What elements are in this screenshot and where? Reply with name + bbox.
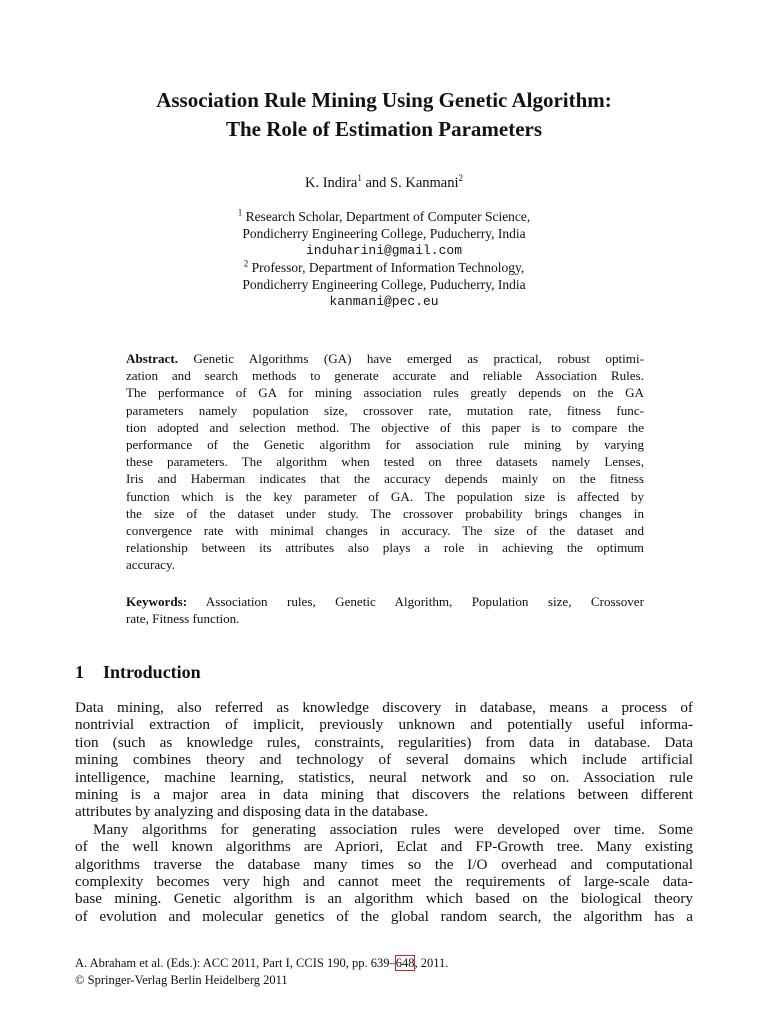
body-line: of the well known algorithms are Apriori, Eclat and FP-Growth tree. Many existing: [75, 838, 693, 856]
body-line: intelligence, machine learning, statistics, neural network and so on. Association rule: [75, 768, 693, 786]
author-1: K. Indira: [305, 175, 358, 191]
affiliation-line: [0, 259, 768, 276]
citation-year: , 2011.: [414, 956, 449, 970]
body-line: of evolution and molecular genetics of the global random search, the algorithm has a: [75, 907, 693, 925]
abstract-text: Genetic Algorithms (GA) have emerged as practical, robust optimi-: [193, 351, 644, 366]
body-line: mining is a major area in data mining that discovers the relations between different: [75, 786, 693, 804]
abstract-label: Abstract.: [126, 351, 178, 366]
author-1-sup: 1: [357, 173, 362, 184]
keywords-text: Association rules, Genetic Algorithm, Population size, Crossover: [205, 594, 644, 609]
section-title: Introduction: [103, 662, 201, 682]
page-link[interactable]: 648: [395, 956, 415, 970]
affiliation-text: Professor, Department of Information Technology,: [251, 260, 525, 275]
abstract-line: [126, 539, 644, 556]
abstract-line: [126, 522, 644, 539]
abstract-line: [126, 488, 644, 505]
abstract-text: zation and search methods to generate accurate and reliable Association Rules.: [126, 368, 644, 384]
abstract-text: parameters namely population size, crossover rate, mutation rate, fitness func-: [126, 402, 644, 418]
author-2: and S. Kanmani: [365, 175, 459, 191]
abstract-line: [126, 470, 644, 487]
abstract-text: these parameters. The algorithm when tested on three datasets namely Lenses,: [126, 454, 644, 470]
abstract-line: [126, 419, 644, 436]
email-line: [0, 293, 768, 310]
abstract-text: The performance of GA for mining association rules greatly depends on the GA: [126, 385, 644, 401]
abstract-text: relationship between its attributes also plays a role in achieving the optimum: [126, 540, 644, 556]
affiliation-line: [0, 276, 768, 293]
paragraph-1: [75, 699, 693, 821]
affiliation-sup: 2: [243, 258, 249, 269]
page-footer: [75, 955, 693, 988]
keywords-line: [126, 593, 644, 610]
paragraph-2: [75, 821, 693, 925]
email-line: [0, 242, 768, 259]
author-line: [0, 174, 768, 192]
abstract-line: [126, 453, 644, 470]
section-number: 1: [75, 662, 84, 682]
body-line: attributes by analyzing and disposing data in the database.: [75, 803, 429, 821]
abstract-text: the size of the dataset under study. The crossover probability brings changes in: [126, 505, 644, 521]
abstract-line: [126, 402, 644, 419]
abstract-line: [126, 505, 644, 522]
citation-text: A. Abraham et al. (Eds.): ACC 2011, Part I, CCIS 190, pp. 639–: [75, 956, 396, 970]
affiliation-line: [0, 208, 768, 225]
affiliations: [0, 208, 768, 310]
abstract-text: Iris and Haberman indicates that the accuracy depends mainly on the fitness: [126, 471, 644, 487]
body-line: complexity becomes very high and cannot meet the requirements of large-scale data-: [75, 873, 693, 891]
keywords-text: rate, Fitness function.: [126, 611, 240, 627]
introduction-body: [75, 699, 693, 925]
abstract-line: [126, 556, 644, 573]
body-line: Many algorithms for generating association rules were developed over time. Some: [93, 820, 693, 838]
abstract-line: [126, 350, 644, 367]
section-heading: [75, 662, 201, 683]
paper-title: [0, 86, 768, 144]
affiliation-text: Pondicherry Engineering College, Puducherry, India: [242, 226, 526, 241]
citation-line: [75, 955, 693, 972]
body-line: Data mining, also referred as knowledge discovery in database, means a process of: [75, 699, 693, 716]
abstract-text: tion adopted and selection method. The objective of this paper is to compare the: [126, 419, 644, 435]
abstract-text: performance of the Genetic algorithm for association rule mining by varying: [126, 437, 644, 453]
body-line: nontrivial extraction of implicit, previously unknown and potentially useful informa-: [75, 716, 693, 734]
email-text: induharini@gmail.com: [305, 243, 463, 258]
body-line: tion (such as knowledge rules, constraints, regularities) from data in database. Data: [75, 733, 693, 751]
copyright-line: © Springer-Verlag Berlin Heidelberg 2011: [75, 972, 288, 987]
affiliation-text: Research Scholar, Department of Computer Science,: [245, 209, 531, 224]
affiliation-sup: 1: [237, 207, 243, 218]
title-line-2: The Role of Estimation Parameters: [225, 117, 543, 141]
abstract-text: accuracy.: [126, 557, 175, 573]
abstract-line: [126, 384, 644, 401]
abstract: [126, 350, 644, 574]
author-2-sup: 2: [458, 173, 463, 184]
body-line: algorithms traverse the database many times so the I/O overhead and computational: [75, 855, 693, 873]
abstract-line: [126, 367, 644, 384]
body-line: base mining. Genetic algorithm is an algorithm which based on the biological theory: [75, 890, 693, 908]
affiliation-text: Pondicherry Engineering College, Puducherry, India: [242, 277, 526, 292]
abstract-text: convergence rate with minimal changes in accuracy. The size of the dataset and: [126, 523, 644, 539]
keywords-label: Keywords:: [126, 594, 188, 609]
keywords-line: [126, 610, 644, 627]
abstract-text: function which is the key parameter of GA. The population size is affected by: [126, 488, 644, 504]
keywords: [126, 593, 644, 627]
affiliation-line: [0, 225, 768, 242]
body-line: mining combines theory and technology of several domains which include artificial: [75, 751, 693, 769]
abstract-line: [126, 436, 644, 453]
email-text: kanmani@pec.eu: [329, 294, 439, 309]
title-line-1: Association Rule Mining Using Genetic Algorithm:: [156, 88, 612, 112]
